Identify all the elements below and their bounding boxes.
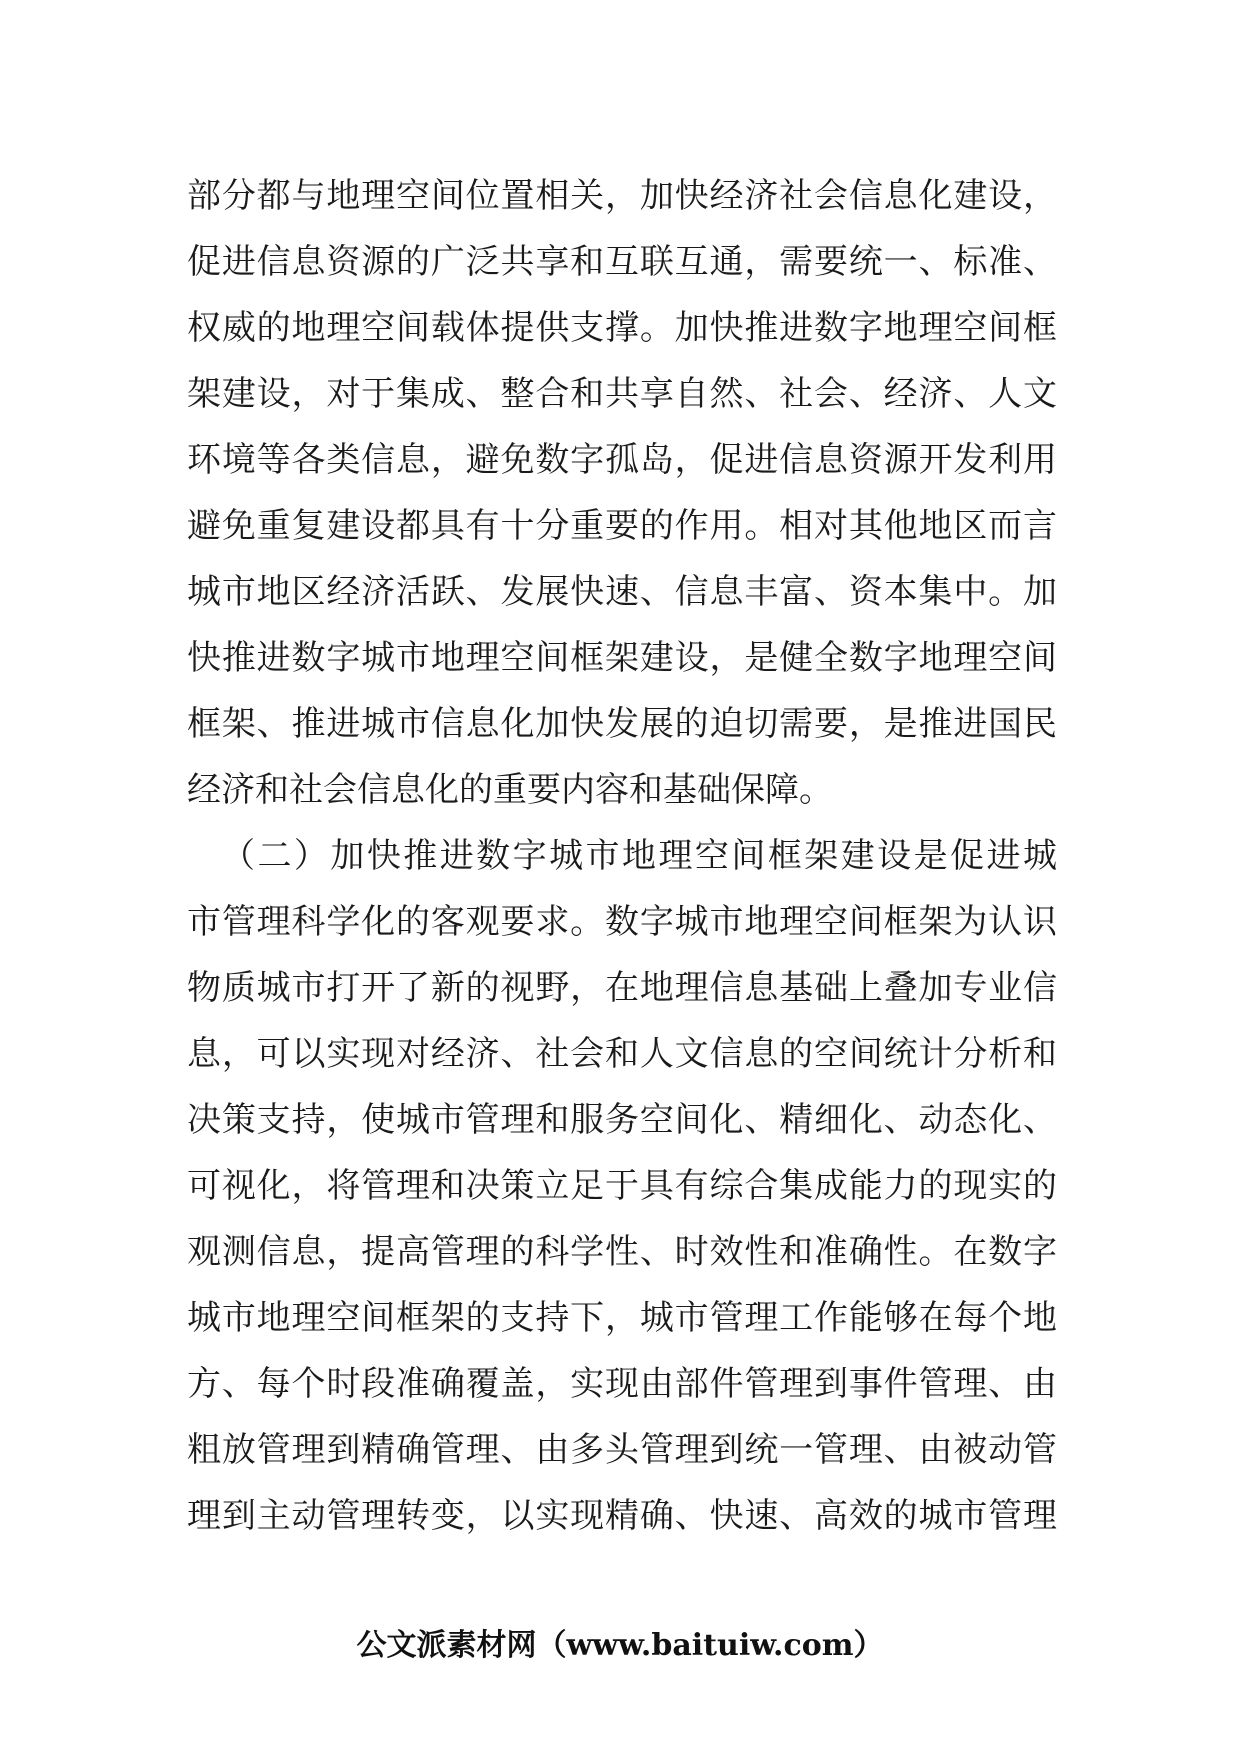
paragraph-1-line-6: 避免重复建设都具有十分重要的作用。相对其他地区而言: [187, 506, 1057, 546]
footer-watermark: 公文派素材网（www.baituiw.com）: [356, 1628, 884, 1663]
paragraph-2-line-2: 市管理科学化的客观要求。数字城市地理空间框架为认识: [187, 902, 1057, 942]
paragraph-2-line-11: 理到主动管理转变，以实现精确、快速、高效的城市管理: [187, 1496, 1057, 1536]
paragraph-2-line-9: 方、每个时段准确覆盖，实现由部件管理到事件管理、由: [187, 1364, 1057, 1404]
paragraph-2-line-3: 物质城市打开了新的视野，在地理信息基础上叠加专业信: [187, 968, 1057, 1008]
document-body: [187, 163, 1057, 1549]
paragraph-1-line-9: 框架、推进城市信息化加快发展的迫切需要，是推进国民: [187, 704, 1057, 744]
paragraph-1-line-4: 架建设，对于集成、整合和共享自然、社会、经济、人文: [187, 374, 1057, 414]
paragraph-2-line-7: 观测信息，提高管理的科学性、时效性和准确性。在数字: [187, 1232, 1057, 1272]
paragraph-1-line-3: 权威的地理空间载体提供支撑。加快推进数字地理空间框: [187, 308, 1057, 348]
paragraph-1-line-5: 环境等各类信息，避免数字孤岛，促进信息资源开发利用: [187, 440, 1057, 480]
paragraph-1-line-1: 部分都与地理空间位置相关，加快经济社会信息化建设，: [187, 176, 1057, 216]
paragraph-2-line-8: 城市地理空间框架的支持下，城市管理工作能够在每个地: [187, 1298, 1057, 1338]
paragraph-1-line-2: 促进信息资源的广泛共享和互联互通，需要统一、标准、: [187, 242, 1057, 282]
paragraph-2-line-5: 决策支持，使城市管理和服务空间化、精细化、动态化、: [187, 1100, 1057, 1140]
paragraph-2-line-4: 息，可以实现对经济、社会和人文信息的空间统计分析和: [187, 1034, 1057, 1074]
paragraph-1-line-8: 快推进数字城市地理空间框架建设，是健全数字地理空间: [187, 638, 1057, 678]
paragraph-1-line-10: 经济和社会信息化的重要内容和基础保障。: [187, 770, 833, 810]
paragraph-2-line-1: （二）加快推进数字城市地理空间框架建设是促进城: [221, 836, 1057, 876]
paragraph-1-line-7: 城市地区经济活跃、发展快速、信息丰富、资本集中。加: [187, 572, 1057, 612]
paragraph-2-line-6: 可视化，将管理和决策立足于具有综合集成能力的现实的: [187, 1166, 1057, 1206]
paragraph-2-line-10: 粗放管理到精确管理、由多头管理到统一管理、由被动管: [187, 1430, 1057, 1470]
